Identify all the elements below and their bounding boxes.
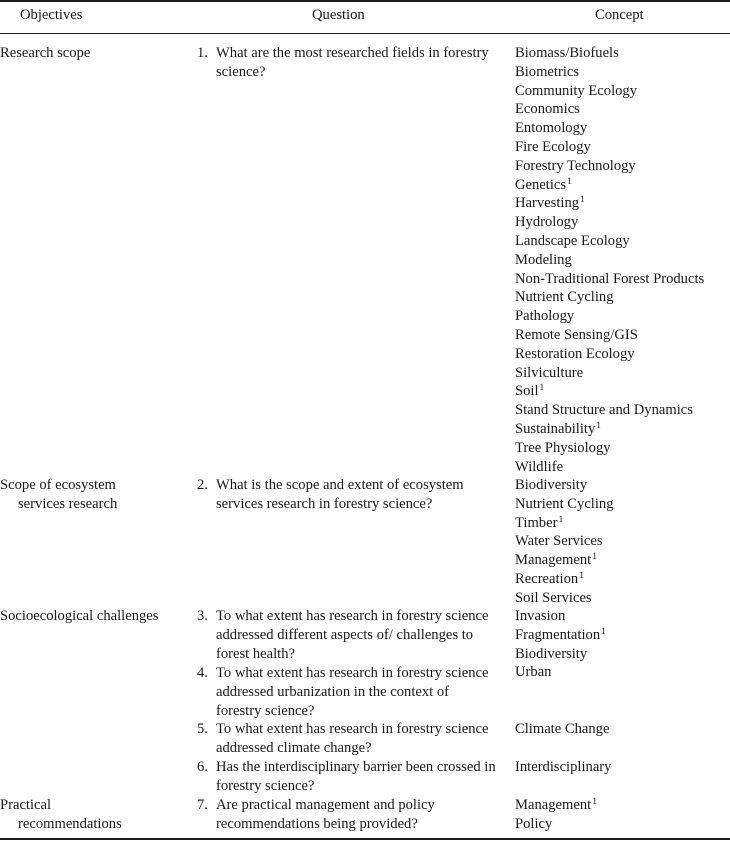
concept-list-research-scope — [515, 44, 730, 476]
concept-item — [515, 495, 730, 514]
objective-label-continued: recommendations — [18, 815, 122, 832]
concept-item — [515, 626, 730, 645]
concept-item — [515, 439, 730, 458]
concept-list-socioecological-a — [515, 607, 730, 682]
header-concept: Concept — [595, 7, 644, 23]
concept-item — [515, 645, 730, 664]
objective-research-scope — [0, 44, 195, 63]
concept-name: Entomology — [515, 120, 588, 137]
footnote-marker: 1 — [592, 552, 597, 563]
concept-name: Recreation — [515, 570, 579, 587]
concept-name: Management — [515, 797, 592, 813]
question-4 — [197, 664, 497, 720]
concept-name: Nutrient Cycling — [515, 495, 614, 512]
concept-name: Remote Sensing/GIS — [515, 326, 638, 343]
concept-item — [515, 194, 730, 213]
concept-name: Modeling — [515, 251, 572, 268]
concept-item — [515, 815, 730, 834]
footnote-marker: 1 — [592, 797, 597, 807]
concept-item — [515, 138, 730, 157]
concept-item — [515, 796, 730, 815]
concept-name: Fire Ecology — [515, 138, 591, 155]
concept-item — [515, 307, 730, 326]
concept-item — [515, 401, 730, 420]
concept-item — [515, 232, 730, 251]
concept-item — [515, 213, 730, 232]
concept-item — [515, 63, 730, 82]
concept-name: Climate Change — [515, 721, 610, 737]
concept-name: Stand Structure and Dynamics — [515, 402, 693, 419]
concept-list-ecosystem-services — [515, 476, 730, 608]
concept-name: Urban — [515, 664, 552, 681]
concept-name: Restoration Ecology — [515, 345, 635, 362]
concept-item — [515, 100, 730, 119]
concept-item — [515, 176, 730, 195]
concept-name: Water Services — [515, 533, 603, 550]
concept-list-climate — [515, 720, 730, 739]
concept-item — [515, 270, 730, 289]
concept-name: Invasion — [515, 608, 566, 624]
question-text: To what extent has research in forestry science addressed different aspects of/ challenges to forest health? — [216, 608, 489, 662]
concept-name: Timber — [515, 514, 558, 531]
question-text: To what extent has research in forestry science addressed urbanization in the context of forestry science? — [216, 665, 489, 719]
question-text: Are practical management and policy recommendations being provided? — [216, 797, 435, 832]
concept-name: Hydrology — [515, 214, 579, 231]
concept-name: Policy — [515, 815, 553, 832]
objective-label: Socioecological challenges — [0, 608, 159, 624]
objective-label: Research scope — [0, 45, 91, 61]
concept-name: Interdisciplinary — [515, 759, 612, 775]
objective-label: Practical — [0, 797, 52, 813]
concept-name: Soil — [515, 383, 539, 400]
header-objectives: Objectives — [20, 7, 83, 23]
concept-name: Biometrics — [515, 63, 580, 80]
concept-item — [515, 551, 730, 570]
concept-name: Economics — [515, 101, 580, 118]
footnote-marker: 1 — [558, 514, 564, 525]
concept-item — [515, 420, 730, 439]
concept-name: Nutrient Cycling — [515, 289, 614, 306]
concept-name: Biodiversity — [515, 477, 588, 493]
question-1 — [197, 44, 497, 82]
concept-item — [515, 607, 730, 626]
concept-item — [515, 119, 730, 138]
concept-name: Silviculture — [515, 364, 584, 381]
question-number: 4. — [197, 665, 208, 681]
question-text: What is the scope and extent of ecosystem services research in forestry science? — [216, 477, 464, 512]
concept-name: Harvesting — [515, 195, 580, 212]
concept-name: Pathology — [515, 308, 575, 325]
concept-item — [515, 44, 730, 63]
concept-name: Landscape Ecology — [515, 232, 630, 249]
objective-ecosystem-services — [0, 476, 195, 514]
question-7 — [197, 796, 497, 834]
concept-item — [515, 589, 730, 608]
question-2 — [197, 476, 497, 514]
table-bottom-rule — [0, 838, 730, 840]
question-3 — [197, 607, 497, 663]
header-question: Question — [312, 7, 365, 23]
concept-item — [515, 663, 730, 682]
question-text: To what extent has research in forestry science addressed climate change? — [216, 721, 489, 756]
concept-list-interdisciplinary — [515, 758, 730, 777]
concept-name: Forestry Technology — [515, 157, 636, 174]
question-number: 5. — [197, 721, 208, 737]
footnote-marker: 1 — [579, 570, 584, 581]
concept-name: Community Ecology — [515, 82, 638, 99]
footnote-marker: 1 — [539, 383, 545, 394]
concept-item — [515, 532, 730, 551]
concept-item — [515, 720, 730, 739]
question-number: 6. — [197, 759, 208, 775]
question-number: 3. — [197, 608, 208, 624]
concept-name: Sustainability — [515, 420, 596, 437]
concept-name: Wildlife — [515, 458, 564, 475]
footnote-marker: 1 — [580, 195, 585, 206]
objective-practical-recommendations — [0, 796, 195, 834]
concept-name: Fragmentation — [515, 626, 601, 643]
footnote-marker: 1 — [567, 176, 572, 187]
concept-item — [515, 570, 730, 589]
concept-name: Soil Services — [515, 589, 592, 606]
concept-item — [515, 514, 730, 533]
concept-name: Tree Physiology — [515, 439, 611, 456]
question-text: Has the interdisciplinary barrier been crossed in forestry science? — [216, 759, 496, 794]
question-5 — [197, 720, 497, 758]
objective-label: Scope of ecosystem — [0, 477, 116, 493]
header-rule — [0, 33, 730, 34]
concept-item — [515, 288, 730, 307]
concept-name: Non-Traditional Forest Products — [515, 270, 705, 287]
concept-item — [515, 382, 730, 401]
question-text: What are the most researched fields in forestry science? — [216, 45, 489, 80]
concept-name: Genetics — [515, 176, 567, 193]
table-top-rule — [0, 0, 730, 2]
concept-list-practical — [515, 796, 730, 834]
question-number: 1. — [197, 45, 208, 61]
concept-name: Biodiversity — [515, 645, 588, 662]
concept-name: Biomass/Biofuels — [515, 45, 619, 61]
question-number: 2. — [197, 477, 208, 493]
concept-item — [515, 326, 730, 345]
question-6 — [197, 758, 497, 796]
concept-name: Management — [515, 552, 592, 569]
concept-item — [515, 82, 730, 101]
objective-label-continued: services research — [18, 495, 118, 512]
objective-socioecological-challenges — [0, 607, 195, 626]
footnote-marker: 1 — [596, 420, 602, 431]
concept-item — [515, 476, 730, 495]
concept-item — [515, 157, 730, 176]
question-number: 7. — [197, 797, 208, 813]
concept-item — [515, 758, 730, 777]
footnote-marker: 1 — [601, 626, 606, 637]
concept-item — [515, 345, 730, 364]
concept-item — [515, 458, 730, 477]
concept-item — [515, 364, 730, 383]
concept-item — [515, 251, 730, 270]
